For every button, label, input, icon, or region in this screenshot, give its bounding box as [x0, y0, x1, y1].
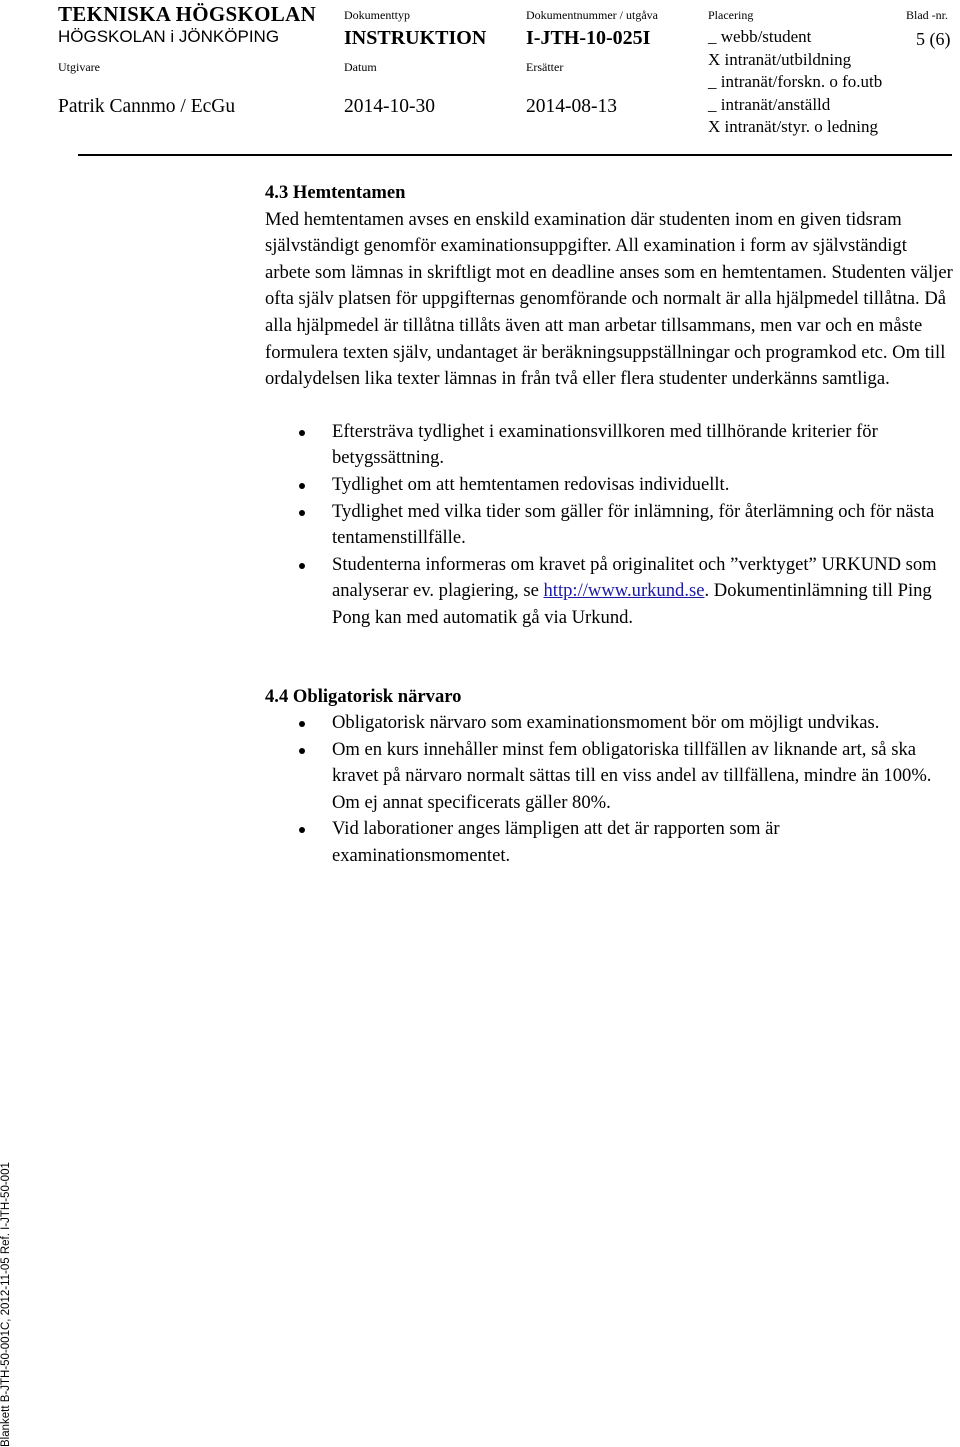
- replaces-value: 2014-08-13: [526, 96, 617, 117]
- placement-item: X intranät/styr. o ledning: [708, 117, 878, 136]
- list-item-text: . Dokumentinlämning till Ping Pong kan med automatik gå via Urkund.: [332, 580, 932, 628]
- list-item-text: Vid laborationer anges lämpligen att det är rapporten som är examinationsmomentet.: [332, 818, 780, 867]
- bullet-icon: [299, 483, 305, 489]
- placement-list: [708, 26, 882, 139]
- list-item: [265, 419, 955, 472]
- placement-item: _ webb/student: [708, 27, 812, 46]
- bullet-icon: [299, 563, 305, 569]
- org-name-line2: HÖGSKOLAN i JÖNKÖPING: [58, 27, 280, 46]
- bullet-icon: [299, 827, 305, 833]
- section-heading: 4.3 Hemtentamen: [265, 182, 406, 203]
- urkund-link[interactable]: http://www.urkund.se: [543, 580, 705, 602]
- doctype-label: Dokumenttyp: [344, 8, 410, 22]
- placement-item: _ intranät/anställd: [708, 94, 831, 114]
- list-item-text: Tydlighet om att hemtentamen redovisas individuellt.: [332, 473, 730, 495]
- header-divider: [78, 154, 952, 156]
- document-body: [265, 180, 955, 870]
- list-item: [265, 472, 955, 499]
- list-item-text: Eftersträva tydlighet i examinationsvillkoren med tillhörande kriterier för betygssättning.: [332, 420, 878, 469]
- page-value: 5 (6): [916, 29, 951, 49]
- list-item-text: Tydlighet med vilka tider som gäller för inlämning, för återlämning och för nästa tentamenstillfälle.: [332, 500, 935, 549]
- form-reference-side-text: Blankett B-JTH-50-001C, 2012-11-05 Ref. I-JTH-50-001: [0, 1162, 12, 1447]
- list-item: [265, 499, 955, 552]
- page-label: Blad -nr.: [906, 8, 948, 22]
- list-item: [265, 737, 955, 817]
- bullet-icon: [299, 748, 305, 754]
- list-item-text: Om en kurs innehåller minst fem obligatoriska tillfällen av liknande art, så ska kravet på närvaro normalt sättas till en viss andel av tillfällena, mindre än 100%. Om ej annat specificerats gäller 80%.: [332, 738, 932, 813]
- replaces-label: Ersätter: [526, 60, 564, 74]
- list-item: [265, 710, 955, 737]
- list-item: [265, 552, 955, 632]
- bullet-list: [265, 419, 955, 632]
- date-value: 2014-10-30: [344, 96, 435, 117]
- placement-item: X intranät/utbildning: [708, 49, 852, 69]
- bullet-list: [265, 710, 955, 870]
- issuer-value: Patrik Cannmo / EcGu: [58, 96, 236, 117]
- placement-item: _ intranät/forskn. o fo.utb: [708, 72, 883, 91]
- docnum-label: Dokumentnummer / utgåva: [526, 8, 658, 22]
- docnum-value: I-JTH-10-025I: [526, 27, 651, 49]
- section-heading: 4.4 Obligatorisk närvaro: [265, 685, 462, 707]
- bullet-icon: [299, 721, 305, 727]
- date-label: Datum: [344, 60, 377, 74]
- doctype-value: INSTRUKTION: [344, 27, 487, 49]
- section-paragraph: Med hemtentamen avses en enskild examination där studenten inom en given tidsram självständigt genomför examinationsuppgifter. All examination i form av självständigt arbete som lämnas in skriftligt mot en deadline anses som en hemtentamen. Studenten väljer ofta själv platsen för uppgifternas genomförande och normalt är alla hjälpmedel tillåtna. Då alla hjälpmedel är tillåtna tillåts även att man arbetar tillsammans, men var och en måste formulera texten själv, undantaget är beräkningsuppställningar och programkod etc. Om till ordalydelsen lika texter lämnas in från två eller flera studenter underkänns samtliga.: [265, 208, 953, 390]
- bullet-icon: [299, 510, 305, 516]
- list-item-text: Studenterna informeras om kravet på originalitet och ”verktyget” URKUND som analyserar ev. plagiering, se: [332, 553, 937, 602]
- issuer-label: Utgivare: [58, 60, 100, 74]
- list-item: [265, 816, 955, 869]
- bullet-icon: [299, 430, 305, 436]
- placement-label: Placering: [708, 8, 754, 22]
- list-item-text: Obligatorisk närvaro som examinationsmoment bör om möjligt undvikas.: [332, 712, 880, 734]
- org-name-line1: TEKNISKA HÖGSKOLAN: [58, 2, 317, 26]
